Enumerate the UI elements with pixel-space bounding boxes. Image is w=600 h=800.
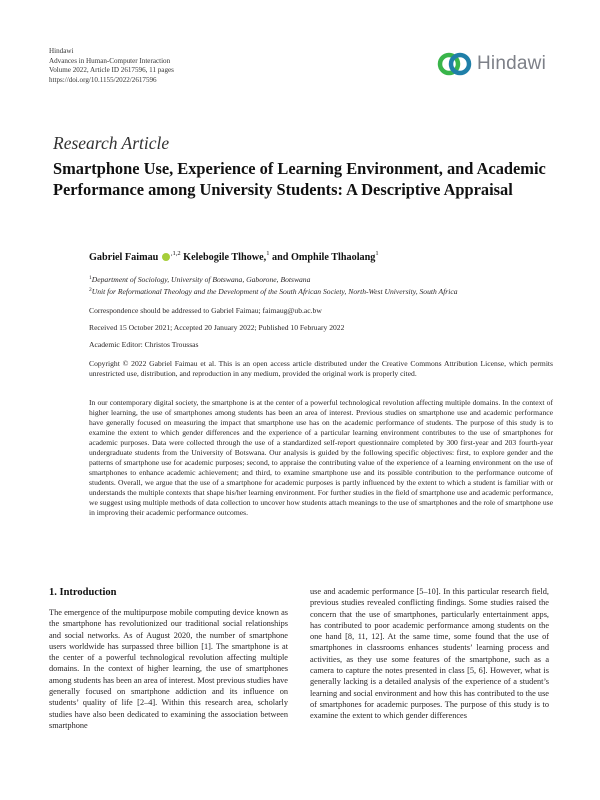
journal-name: Advances in Human-Computer Interaction (49, 56, 171, 65)
section-heading: 1. Introduction (49, 587, 117, 598)
article-title: Smartphone Use, Experience of Learning Environment, and Academic Performance among University Students: A Descriptive Appraisal (53, 159, 546, 199)
author-affiliation-marker: 1 (375, 250, 379, 257)
doi-link[interactable]: https://doi.org/10.1155/2022/2617596 (49, 75, 157, 84)
body-column-right: use and academic performance [5–10]. In this particular research field, previous studies revealed conflicting findings. Some studies raised the concern that the use of smartphones, particularly entertainment apps, has contributed to poor academic performance among students on the one hand [8, 11, 12]. At the same time, some found that the use of smartphones in classrooms enhances students’ learning process and activities, as they use some features of the smartphone, such as a camera to capture the notes presented in class [5, 6]. However, what is generally lacking is a detailed analysis of the experience of a student’s learning and social environment and how this has contributed to the use of smartphones for academic purposes. The purpose of this study is to examine the extent to which gender differences (310, 587, 549, 721)
volume-line: Volume 2022, Article ID 2617596, 11 pages (49, 66, 174, 74)
publisher-name: Hindawi (49, 47, 74, 55)
hindawi-logo-text: Hindawi (477, 53, 546, 74)
abstract: In our contemporary digital society, the smartphone is at the center of a powerful technological revolution affecting multiple domains. In the context of higher learning, the use of smartphones among students has been an area of interest. Previous studies on smartphone use and academic performance have generally focused on measuring the impact that smartphone use has on the academic performance of students. The purpose of this study is to examine the extent to which gender differences and the experience of a particular learning environment contributes to the use of smartphones for academic purposes. Data were collected through the use of a standardized self-report questionnaire completed by 300 first-year and 203 fourth-year undergraduate students from the University of Botswana. Our analysis is guided by the following specific objectives: first, to explore gender and the patterns of smartphone use for academic purposes; second, to appraise the contributing value of the experience of a learning environment on the use of smartphones to enhance academic achievement; and third, to examine smartphone use and its possible contribution to the performance outcome of students. Overall, we argue that the use of a smartphone for academic purposes is partly influenced by the extent to which a student is familiar with or understands the multiple contexts that shape his/her learning environment. For further studies in the field of smartphone use and academic performance, we suggest using multiple methods of data collection to uncover how students attach meanings to the use of smartphones and the role of smartphone use in improving their academic performance outcomes. (89, 398, 553, 517)
hindawi-logo (437, 49, 555, 79)
article-type: Research Article (53, 133, 170, 153)
author-name: and Omphile Tlhaolang (271, 252, 376, 263)
hindawi-logo-icon (437, 50, 473, 78)
author-name: Kelebogile Tlhowe, (183, 252, 267, 263)
affiliation-line: $^1$Department of Sociology, University of Botswana, Gaborone, Botswana (89, 275, 311, 284)
academic-editor: Academic Editor: Christos Troussas (89, 340, 199, 349)
publication-dates: Received 15 October 2021; Accepted 20 January 2022; Published 10 February 2022 (89, 323, 345, 332)
journal-header (49, 47, 174, 85)
body-column-left: The emergence of the multipurpose mobile computing device known as the smartphone has revolutionized our traditional social relationships and social networks. As of August 2020, the number of smartphone users worldwide has surpassed three billion [1]. The smartphone is at the center of a powerful technological revolution affecting multiple domains. In the context of higher learning, the use of smartphones among students has been an area of interest. Most previous studies have generally focused on smartphone addiction and its influence on students’ quality of life [2–4]. Within this research area, scholarly studies have also been dedicated to examining the association between smartphone (49, 608, 288, 730)
correspondence: Correspondence should be addressed to Gabriel Faimau; faimaug@ub.ac.bw (89, 306, 322, 315)
author-name: Gabriel Faimau (89, 252, 159, 263)
affiliation-line: $^2$Unit for Reformational Theology and the Development of the South African Society, North-West University, South Africa (89, 287, 458, 296)
orcid-icon[interactable] (162, 253, 170, 261)
author-list (89, 250, 379, 263)
author-affiliation-marker: 1 (266, 250, 270, 257)
copyright-notice: Copyright © 2022 Gabriel Faimau et al. This is an open access article distributed under the Creative Commons Attribution License, which permits unrestricted use, distribution, and reproduction in any medium, provided the original work is properly cited. (89, 359, 553, 378)
author-affiliation-marker: ,1,2 (170, 250, 181, 257)
affiliations (89, 273, 553, 297)
